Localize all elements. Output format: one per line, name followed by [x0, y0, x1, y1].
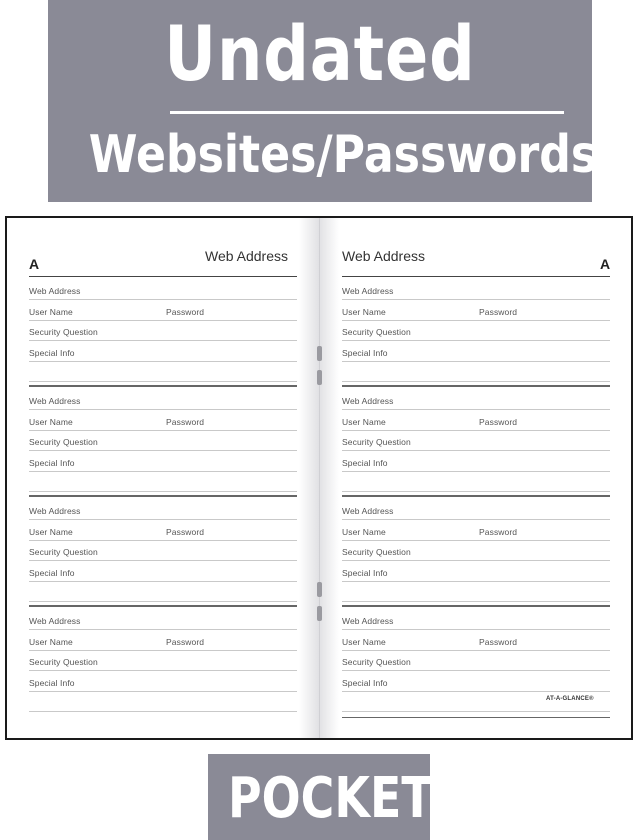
write-line [29, 491, 297, 492]
security-question-label: Security Question [342, 437, 411, 447]
special-info-label: Special Info [342, 348, 388, 358]
write-line [342, 320, 610, 321]
title-banner [48, 0, 598, 202]
write-line [29, 581, 297, 582]
write-line [342, 670, 610, 671]
special-info-label: Special Info [29, 568, 75, 578]
web-address-label: Web Address [29, 286, 81, 296]
write-line [29, 381, 297, 382]
special-info-label: Special Info [342, 678, 388, 688]
web-address-label: Web Address [342, 396, 394, 406]
write-line [29, 540, 297, 541]
security-question-label: Security Question [342, 547, 411, 557]
size-badge [208, 754, 433, 840]
entry-separator [342, 605, 610, 607]
password-label: Password [166, 637, 205, 647]
entry-block [342, 502, 610, 612]
security-question-label: Security Question [29, 547, 98, 557]
user-name-label: User Name [342, 637, 386, 647]
password-label: Password [479, 417, 518, 427]
write-line [342, 581, 610, 582]
binding-ring [317, 370, 322, 385]
entry-block [342, 612, 610, 722]
write-line [342, 629, 610, 630]
brand-logo: AT-A-GLANCE® [546, 696, 594, 702]
security-question-label: Security Question [29, 327, 98, 337]
write-line [29, 629, 297, 630]
write-line [342, 299, 610, 300]
write-line [342, 691, 610, 692]
planner-spread [5, 216, 633, 740]
write-line [29, 409, 297, 410]
user-name-label: User Name [342, 527, 386, 537]
entry-separator [342, 495, 610, 497]
entry-block [29, 502, 297, 612]
entry-separator [29, 385, 297, 387]
special-info-label: Special Info [342, 568, 388, 578]
web-address-label: Web Address [29, 396, 81, 406]
entry-block [29, 282, 297, 392]
gutter-line [319, 218, 320, 738]
header-rule [342, 276, 610, 277]
write-line [29, 450, 297, 451]
banner-subtitle: Websites/Passwords [88, 125, 598, 185]
write-line [342, 430, 610, 431]
password-label: Password [166, 417, 205, 427]
write-line [342, 450, 610, 451]
web-address-label: Web Address [342, 286, 394, 296]
write-line [29, 711, 297, 712]
write-line [29, 650, 297, 651]
web-address-label: Web Address [342, 616, 394, 626]
entry-separator [342, 385, 610, 387]
entry-separator [29, 495, 297, 497]
write-line [29, 560, 297, 561]
page-header: Web Address [205, 248, 289, 264]
write-line [29, 361, 297, 362]
password-label: Password [479, 307, 518, 317]
web-address-label: Web Address [342, 506, 394, 516]
user-name-label: User Name [29, 527, 73, 537]
user-name-label: User Name [29, 417, 73, 427]
write-line [29, 670, 297, 671]
write-line [342, 711, 610, 712]
write-line [342, 361, 610, 362]
binding-ring [317, 606, 322, 621]
page-header: Web Address [342, 248, 426, 264]
write-line [342, 340, 610, 341]
badge-label: POCKET [227, 766, 433, 831]
special-info-label: Special Info [29, 678, 75, 688]
write-line [342, 491, 610, 492]
write-line [29, 471, 297, 472]
write-line [342, 601, 610, 602]
user-name-label: User Name [342, 307, 386, 317]
write-line [342, 560, 610, 561]
write-line [29, 519, 297, 520]
entry-separator [29, 605, 297, 607]
write-line [342, 409, 610, 410]
write-line [29, 601, 297, 602]
special-info-label: Special Info [29, 348, 75, 358]
special-info-label: Special Info [342, 458, 388, 468]
write-line [342, 650, 610, 651]
password-label: Password [166, 527, 205, 537]
entry-block [29, 612, 297, 722]
write-line [29, 430, 297, 431]
left-page [7, 218, 320, 738]
write-line [342, 471, 610, 472]
banner-title: Undated [164, 9, 476, 98]
user-name-label: User Name [342, 417, 386, 427]
web-address-label: Web Address [29, 506, 81, 516]
entry-block [342, 282, 610, 392]
entry-block [342, 392, 610, 502]
write-line [342, 540, 610, 541]
security-question-label: Security Question [342, 327, 411, 337]
write-line [29, 320, 297, 321]
page-letter: A [600, 256, 611, 272]
write-line [342, 519, 610, 520]
bottom-rule [342, 717, 610, 718]
page-letter: A [29, 256, 40, 272]
web-address-label: Web Address [29, 616, 81, 626]
password-label: Password [166, 307, 205, 317]
password-label: Password [479, 527, 518, 537]
password-label: Password [479, 637, 518, 647]
entry-block [29, 392, 297, 502]
user-name-label: User Name [29, 637, 73, 647]
binding-ring [317, 346, 322, 361]
security-question-label: Security Question [342, 657, 411, 667]
right-page [320, 218, 631, 738]
write-line [29, 299, 297, 300]
banner-divider [170, 111, 564, 114]
security-question-label: Security Question [29, 437, 98, 447]
write-line [342, 381, 610, 382]
write-line [29, 340, 297, 341]
user-name-label: User Name [29, 307, 73, 317]
special-info-label: Special Info [29, 458, 75, 468]
binding-ring [317, 582, 322, 597]
header-rule [29, 276, 297, 277]
write-line [29, 691, 297, 692]
security-question-label: Security Question [29, 657, 98, 667]
